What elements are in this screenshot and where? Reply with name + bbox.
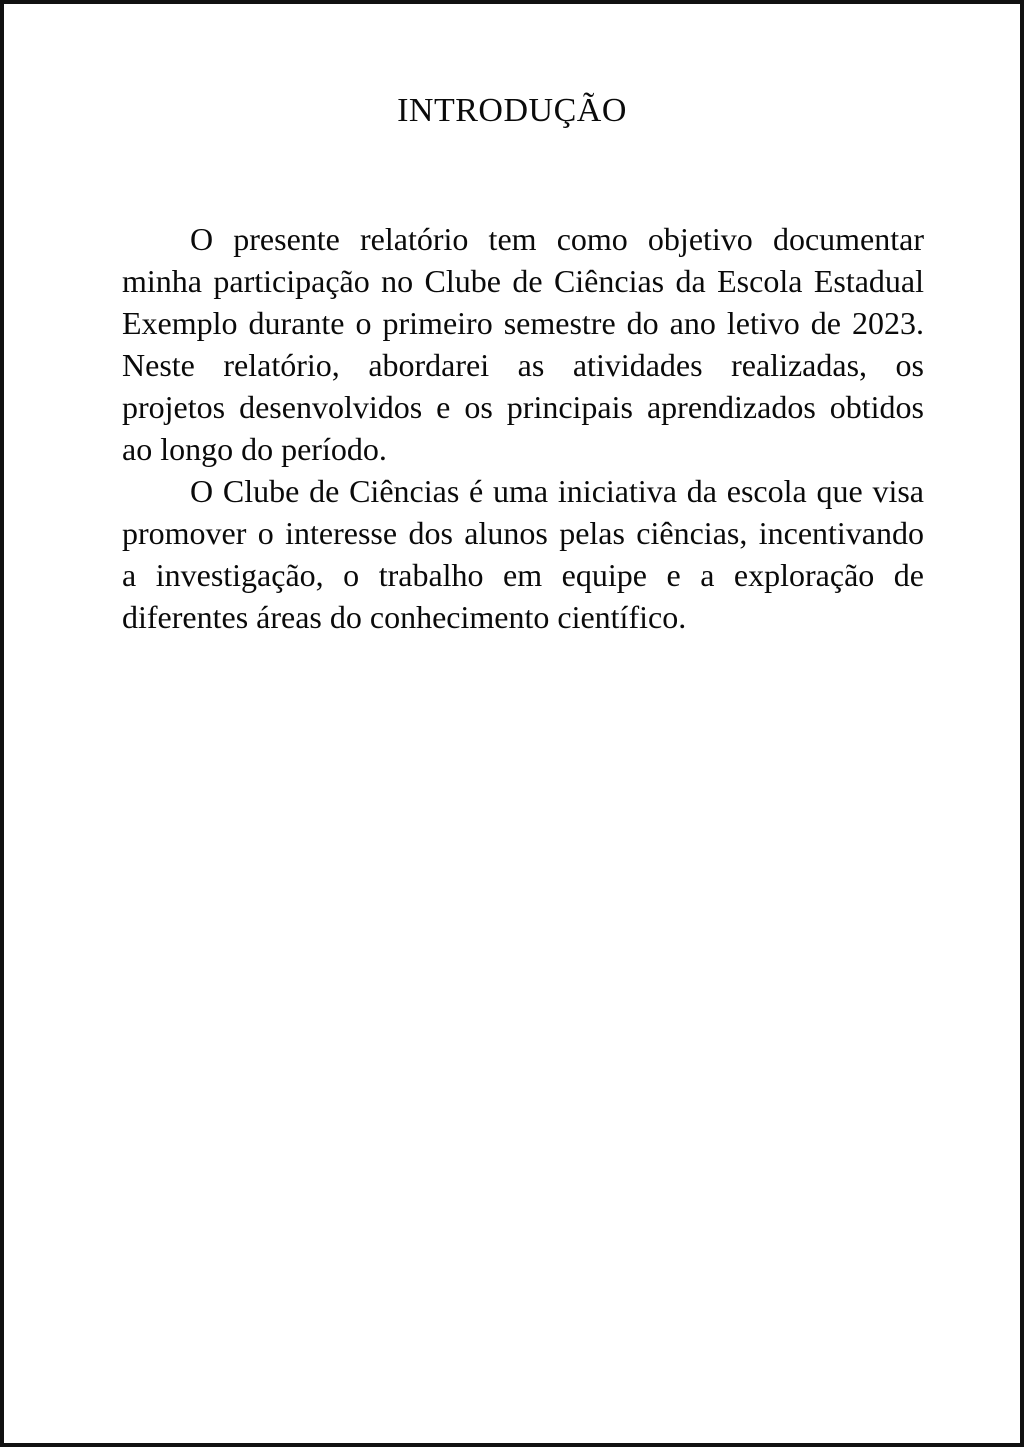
- paragraph: [122, 218, 924, 470]
- text-line: O Clube de Ciências é uma iniciativa da escola que visa: [190, 473, 924, 509]
- text-line: O presente relatório tem como objetivo documentar: [190, 221, 924, 257]
- text-line: promover o interesse dos alunos pelas ciências, incentivando: [122, 515, 924, 551]
- text-line: diferentes áreas do conhecimento científico.: [122, 599, 687, 635]
- text-line: Exemplo durante o primeiro semestre do ano letivo de 2023.: [122, 305, 924, 341]
- text-line: a investigação, o trabalho em equipe e a exploração de: [122, 557, 924, 593]
- text-line: Neste relatório, abordarei as atividades realizadas, os: [122, 347, 924, 383]
- section-title: INTRODUÇÃO: [397, 92, 627, 129]
- paragraph: [122, 470, 924, 638]
- text-line: minha participação no Clube de Ciências da Escola Estadual: [122, 263, 924, 299]
- text-line: ao longo do período.: [122, 431, 387, 467]
- text-line: projetos desenvolvidos e os principais aprendizados obtidos: [122, 389, 924, 425]
- document-body: [122, 218, 924, 638]
